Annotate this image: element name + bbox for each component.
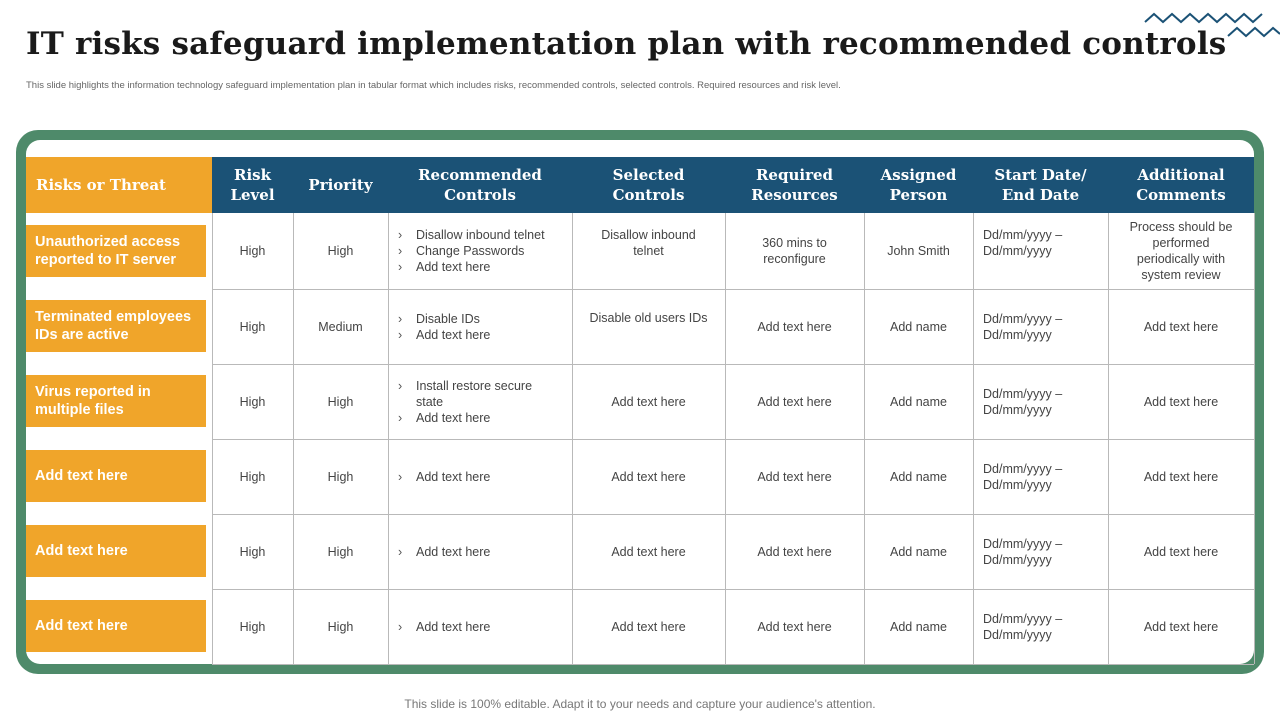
cell-recommended-controls <box>388 364 572 439</box>
list-item: › Add text here <box>398 619 566 635</box>
recommended-controls-list <box>398 544 566 560</box>
cell-priority: High <box>327 469 354 484</box>
cell-risk-level: High <box>239 319 266 334</box>
grid-line <box>1254 213 1255 664</box>
zigzag-decoration-icon <box>1140 8 1280 42</box>
cell-recommended-controls <box>388 213 572 289</box>
header-recommended-controls: Recommended Controls <box>418 166 542 204</box>
list-item: › Change Passwords <box>398 243 566 259</box>
cell-dates: Dd/mm/yyyy – Dd/mm/yyyy <box>983 386 1063 417</box>
cell-selected-controls: Add text here <box>611 394 686 409</box>
cell-assigned-person: Add name <box>890 619 947 634</box>
header-start-end-date: Start Date/ End Date <box>994 166 1087 204</box>
cell-priority: Medium <box>318 319 363 334</box>
cell-selected-controls: Disable old users IDs <box>589 311 708 325</box>
cell-selected-controls: Add text here <box>611 469 686 484</box>
cell-assigned-person: Add name <box>890 544 947 559</box>
cell-priority: High <box>327 394 354 409</box>
list-item: › Install restore secure state <box>398 378 548 410</box>
cell-risk-level: High <box>239 394 266 409</box>
recommended-controls-list <box>398 378 548 426</box>
list-item: › Disallow inbound telnet <box>398 227 566 243</box>
recommended-controls-list <box>398 311 566 343</box>
recommended-controls-list <box>398 227 566 275</box>
cell-comments: Add text here <box>1143 544 1219 559</box>
cell-dates: Dd/mm/yyyy – Dd/mm/yyyy <box>983 228 1063 258</box>
cell-required-resources: Add text here <box>757 319 832 334</box>
risk-label-1: Unauthorized access reported to IT server <box>26 225 206 277</box>
header-priority: Priority <box>308 176 373 194</box>
cell-dates: Dd/mm/yyyy – Dd/mm/yyyy <box>983 461 1063 492</box>
risk-label-6: Add text here <box>26 600 206 652</box>
page-title: IT risks safeguard implementation plan with recommended controls <box>26 26 1227 62</box>
page-subtitle: This slide highlights the information technology safeguard implementation plan in tabular format which includes risks, recommended controls, selected controls. Required resources and risk level. <box>26 80 841 91</box>
cell-required-resources: Add text here <box>757 394 832 409</box>
header-required-resources: Required Resources <box>751 166 838 204</box>
cell-comments: Add text here <box>1143 319 1219 334</box>
cell-recommended-controls <box>388 589 572 664</box>
cell-required-resources: Add text here <box>757 469 832 484</box>
cell-assigned-person: Add name <box>890 394 947 409</box>
cell-risk-level: High <box>239 619 266 634</box>
risk-label-3: Virus reported in multiple files <box>26 375 206 427</box>
grid-line <box>212 664 1254 665</box>
risk-label-5: Add text here <box>26 525 206 577</box>
cell-risk-level: High <box>239 544 266 559</box>
list-item: › Disable IDs <box>398 311 566 327</box>
cell-dates: Dd/mm/yyyy – Dd/mm/yyyy <box>983 611 1063 642</box>
recommended-controls-list <box>398 469 566 485</box>
cell-priority: High <box>327 544 354 559</box>
cell-comments: Add text here <box>1143 394 1219 409</box>
list-item: › Add text here <box>398 327 566 343</box>
list-item: › Add text here <box>398 469 566 485</box>
cell-dates: Dd/mm/yyyy – Dd/mm/yyyy <box>983 311 1063 342</box>
header-assigned-person: Assigned Person <box>880 166 957 204</box>
cell-priority: High <box>327 619 354 634</box>
list-item: › Add text here <box>398 259 566 275</box>
list-item: › Add text here <box>398 544 566 560</box>
cell-dates: Dd/mm/yyyy – Dd/mm/yyyy <box>983 536 1063 567</box>
cell-recommended-controls <box>388 514 572 589</box>
cell-risk-level: High <box>239 244 266 258</box>
cell-required-resources: 360 mins to reconfigure <box>762 236 827 266</box>
header-selected-controls: Selected Controls <box>612 166 685 204</box>
cell-risk-level: High <box>239 469 266 484</box>
list-item: › Add text here <box>398 410 548 426</box>
risk-label-2: Terminated employees IDs are active <box>26 300 206 352</box>
header-risk-level: Risk Level <box>230 166 275 204</box>
cell-assigned-person: John Smith <box>887 244 950 258</box>
cell-comments: Process should be performed periodically with system review <box>1129 220 1233 282</box>
cell-required-resources: Add text here <box>757 544 832 559</box>
cell-recommended-controls <box>388 289 572 364</box>
cell-comments: Add text here <box>1143 619 1219 634</box>
cell-priority: High <box>327 244 354 258</box>
cell-comments: Add text here <box>1143 469 1219 484</box>
cell-required-resources: Add text here <box>757 619 832 634</box>
cell-assigned-person: Add name <box>890 319 947 334</box>
cell-recommended-controls <box>388 439 572 514</box>
footer-note: This slide is 100% editable. Adapt it to your needs and capture your audience's attention. <box>404 697 876 711</box>
header-additional-comments: Additional Comments <box>1136 166 1226 204</box>
recommended-controls-list <box>398 619 566 635</box>
cell-selected-controls: Disallow inbound telnet <box>601 228 696 258</box>
cell-selected-controls: Add text here <box>611 619 686 634</box>
cell-assigned-person: Add name <box>890 469 947 484</box>
risk-label-4: Add text here <box>26 450 206 502</box>
header-risks: Risks or Threat <box>26 157 212 213</box>
cell-selected-controls: Add text here <box>611 544 686 559</box>
